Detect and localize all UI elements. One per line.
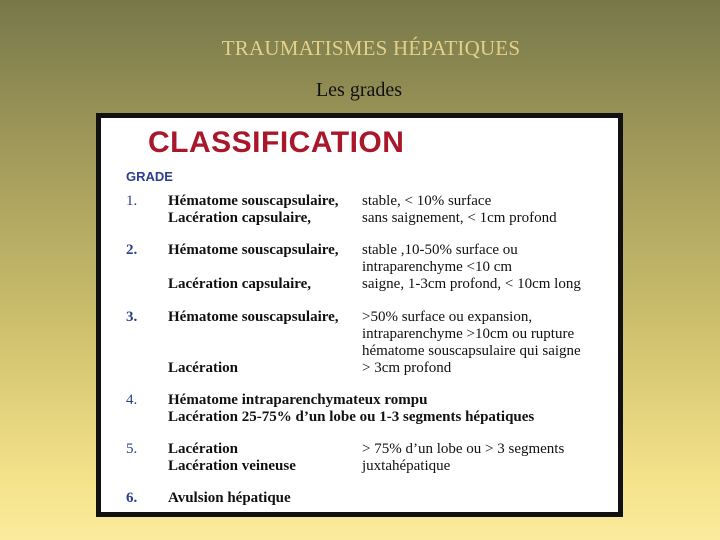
grade-2-detail: intraparenchyme <10 cm	[362, 259, 513, 275]
grade-5-detail: juxtahépatique	[362, 458, 451, 474]
grade-1-number: 1.	[126, 193, 138, 209]
grade-column-label: GRADE	[126, 169, 173, 184]
grade-2-number: 2.	[126, 242, 138, 258]
grade-4-number: 4.	[126, 392, 138, 408]
grade-3-detail: > 3cm profond	[362, 360, 452, 376]
grade-2-lesion: Hématome souscapsulaire,	[168, 242, 339, 258]
grade-5-number: 5.	[126, 441, 138, 457]
grade-4-lesion: Lacération 25-75% d’un lobe ou 1-3 segments hépatiques	[168, 409, 535, 425]
grade-1-detail: sans saignement, < 1cm profond	[362, 210, 557, 226]
grade-5-lesion: Lacération	[168, 441, 238, 457]
classification-heading: CLASSIFICATION	[148, 126, 405, 159]
classification-panel	[96, 113, 623, 517]
slide-subtitle: Les grades	[315, 79, 403, 101]
grade-5-lesion: Lacération veineuse	[168, 458, 296, 474]
grade-6-number: 6.	[126, 490, 138, 506]
slide-title: TRAUMATISMES HÉPATIQUES	[221, 36, 521, 60]
grade-3-lesion: Hématome souscapsulaire,	[168, 309, 339, 325]
grade-2-detail: stable ,10-50% surface ou	[362, 242, 518, 258]
grade-3-lesion: Lacération	[168, 360, 238, 376]
grade-3-detail: hématome souscapsulaire qui saigne	[362, 343, 581, 359]
grade-2-detail: saigne, 1-3cm profond, < 10cm long	[362, 276, 581, 292]
grade-1-lesion: Hématome souscapsulaire,	[168, 193, 339, 209]
grade-5-detail: > 75% d’un lobe ou > 3 segments	[362, 441, 565, 457]
grade-1-lesion: Lacération capsulaire,	[168, 210, 312, 226]
grade-2-lesion: Lacération capsulaire,	[168, 276, 312, 292]
grade-1-detail: stable, < 10% surface	[362, 193, 492, 209]
grade-3-detail: >50% surface ou expansion,	[362, 309, 533, 325]
grade-3-detail: intraparenchyme >10cm ou rupture	[362, 326, 575, 342]
grade-4-lesion: Hématome intraparenchymateux rompu	[168, 392, 428, 408]
grade-6-lesion: Avulsion hépatique	[168, 490, 291, 506]
grade-3-number: 3.	[126, 309, 138, 325]
